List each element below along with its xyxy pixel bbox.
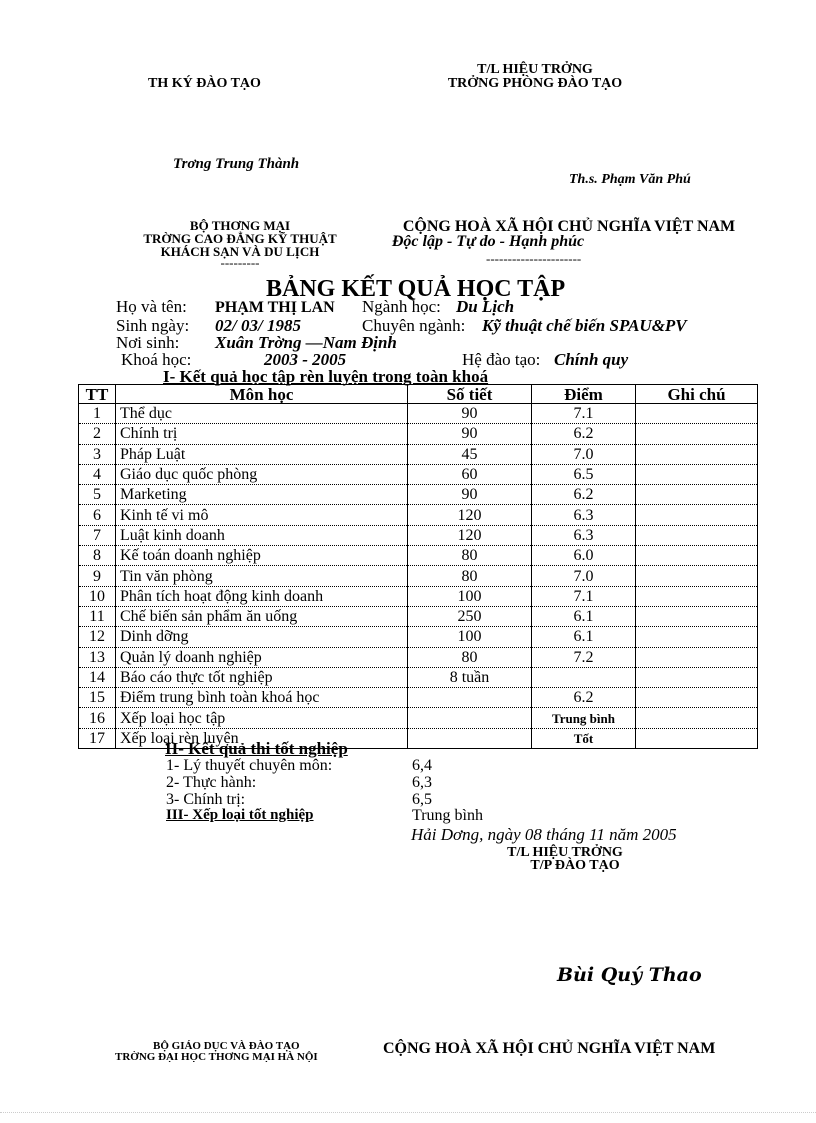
row-note bbox=[636, 464, 758, 484]
row-subject: Tin văn phòng bbox=[116, 566, 408, 586]
training-type-label: Hệ đào tạo: bbox=[462, 350, 541, 369]
header-tt: TT bbox=[79, 385, 116, 404]
row-subject: Xếp loại học tập bbox=[116, 708, 408, 728]
row-note bbox=[636, 444, 758, 464]
row-number: 3 bbox=[79, 444, 116, 464]
row-score bbox=[532, 667, 636, 687]
row-subject: Báo cáo thực tốt nghiệp bbox=[116, 667, 408, 687]
school-rule: --------- bbox=[220, 255, 260, 270]
right-sign-title-1: T/L HIỆU TRỞNG bbox=[477, 62, 593, 77]
spec-label: Chuyên ngành: bbox=[362, 316, 466, 335]
table-row bbox=[79, 424, 758, 444]
row-score: 6.3 bbox=[532, 505, 636, 525]
major-label: Ngành học: bbox=[362, 297, 441, 316]
footer-ministry: BỘ GIÁO DỤC VÀ ĐÀO TẠO bbox=[153, 1040, 300, 1052]
row-periods: 80 bbox=[408, 647, 532, 667]
footer-school: TRỜNG ĐẠI HỌC THƠNG MẠI HÀ NỘI bbox=[115, 1051, 318, 1062]
row-subject: Chính trị bbox=[116, 424, 408, 444]
row-periods: 250 bbox=[408, 606, 532, 626]
row-number: 7 bbox=[79, 525, 116, 545]
row-periods bbox=[408, 688, 532, 708]
row-periods: 120 bbox=[408, 505, 532, 525]
row-periods: 80 bbox=[408, 546, 532, 566]
exam-practice-score: 6,3 bbox=[412, 774, 432, 791]
school-name-1: TRỜNG CAO ĐẲNG KỸ THUẬT bbox=[143, 231, 337, 246]
row-number: 5 bbox=[79, 485, 116, 505]
row-periods: 90 bbox=[408, 424, 532, 444]
graduation-rank-value: Trung bình bbox=[412, 807, 483, 824]
major-value: Du Lịch bbox=[456, 297, 515, 316]
row-periods: 100 bbox=[408, 627, 532, 647]
row-number: 16 bbox=[79, 708, 116, 728]
national-motto: Độc lập - Tự do - Hạnh phúc bbox=[391, 233, 585, 250]
course-label: Khoá học: bbox=[121, 350, 192, 369]
table-row bbox=[79, 627, 758, 647]
row-score: 6.0 bbox=[532, 546, 636, 566]
table-row bbox=[79, 606, 758, 626]
place-date: Hải Dơng, ngày 08 tháng 11 năm 2005 bbox=[411, 825, 677, 844]
pob-label: Nơi sinh: bbox=[116, 333, 180, 352]
table-row bbox=[79, 525, 758, 545]
row-periods: 100 bbox=[408, 586, 532, 606]
exam-politics-score: 6,5 bbox=[412, 791, 432, 808]
table-row bbox=[79, 647, 758, 667]
header-subject: Môn học bbox=[116, 385, 408, 404]
row-periods: 80 bbox=[408, 566, 532, 586]
document-title: BẢNG KẾT QUẢ HỌC TẬP bbox=[266, 276, 566, 302]
graduation-rank-label: III- Xếp loại tốt nghiệp bbox=[166, 807, 314, 823]
table-row bbox=[79, 444, 758, 464]
row-number: 10 bbox=[79, 586, 116, 606]
row-score: 7.0 bbox=[532, 566, 636, 586]
row-number: 1 bbox=[79, 404, 116, 424]
row-score: 6.1 bbox=[532, 627, 636, 647]
row-score: Tốt bbox=[532, 728, 636, 748]
row-subject: Kinh tế vi mô bbox=[116, 505, 408, 525]
row-note bbox=[636, 627, 758, 647]
row-number: 12 bbox=[79, 627, 116, 647]
row-number: 15 bbox=[79, 688, 116, 708]
row-note bbox=[636, 566, 758, 586]
row-score: 7.0 bbox=[532, 444, 636, 464]
training-type-value: Chính quy bbox=[554, 350, 629, 369]
row-score: 7.1 bbox=[532, 586, 636, 606]
table-row bbox=[79, 667, 758, 687]
row-note bbox=[636, 485, 758, 505]
row-score: 6.1 bbox=[532, 606, 636, 626]
spec-value: Kỹ thuật chế biến SPAU&PV bbox=[482, 316, 687, 335]
row-score: 6.3 bbox=[532, 525, 636, 545]
table-row bbox=[79, 566, 758, 586]
course-value: 2003 - 2005 bbox=[264, 350, 347, 369]
row-note bbox=[636, 404, 758, 424]
student-name: PHẠM THỊ LAN bbox=[215, 299, 335, 316]
row-score: 6.2 bbox=[532, 424, 636, 444]
footer-republic: CỘNG HOÀ XÃ HỘI CHỦ NGHĨA VIỆT NAM bbox=[383, 1040, 716, 1057]
row-subject: Quản lý doanh nghiệp bbox=[116, 647, 408, 667]
row-periods: 90 bbox=[408, 404, 532, 424]
exam-theory-score: 6,4 bbox=[412, 757, 432, 774]
row-score: 6.5 bbox=[532, 464, 636, 484]
row-subject: Giáo dục quốc phòng bbox=[116, 464, 408, 484]
row-number: 13 bbox=[79, 647, 116, 667]
table-row bbox=[79, 546, 758, 566]
row-periods: 120 bbox=[408, 525, 532, 545]
row-score: 6.2 bbox=[532, 485, 636, 505]
row-note bbox=[636, 424, 758, 444]
row-number: 4 bbox=[79, 464, 116, 484]
row-periods: 8 tuần bbox=[408, 667, 532, 687]
signer-name: Bùi Quý Thao bbox=[557, 964, 702, 986]
exam-practice-label: 2- Thực hành: bbox=[166, 774, 257, 791]
exam-politics-label: 3- Chính trị: bbox=[166, 791, 246, 808]
row-note bbox=[636, 667, 758, 687]
row-periods bbox=[408, 708, 532, 728]
row-score: 7.1 bbox=[532, 404, 636, 424]
row-score: 6.2 bbox=[532, 688, 636, 708]
row-number: 9 bbox=[79, 566, 116, 586]
table-row bbox=[79, 688, 758, 708]
row-number: 11 bbox=[79, 606, 116, 626]
row-number: 6 bbox=[79, 505, 116, 525]
row-number: 2 bbox=[79, 424, 116, 444]
row-note bbox=[636, 647, 758, 667]
right-sign-title-2: TRỞNG PHÒNG ĐÀO TẠO bbox=[447, 76, 623, 91]
row-subject: Luật kinh doanh bbox=[116, 525, 408, 545]
row-note bbox=[636, 505, 758, 525]
row-subject: Kế toán doanh nghiệp bbox=[116, 546, 408, 566]
row-subject: Chế biến sản phẩm ăn uống bbox=[116, 606, 408, 626]
pob-value: Xuân Trờng —Nam Định bbox=[215, 333, 397, 352]
closing-sign-title-1: T/L HIỆU TRỞNG bbox=[507, 845, 623, 860]
row-periods: 60 bbox=[408, 464, 532, 484]
header-score: Điểm bbox=[532, 385, 636, 404]
left-sign-title: TH KÝ ĐÀO TẠO bbox=[148, 76, 261, 91]
school-name-2: KHÁCH SẠN VÀ DU LỊCH bbox=[160, 244, 320, 259]
table-row bbox=[79, 505, 758, 525]
ministry-name: BỘ THƠNG MẠI bbox=[189, 218, 291, 233]
page-edge-rule bbox=[0, 1112, 816, 1113]
table-row bbox=[79, 404, 758, 424]
table-row bbox=[79, 485, 758, 505]
table-row bbox=[79, 464, 758, 484]
row-score: Trung bình bbox=[532, 708, 636, 728]
row-note bbox=[636, 606, 758, 626]
motto-rule: ---------------------- bbox=[486, 251, 582, 266]
row-subject: Phân tích hoạt động kinh doanh bbox=[116, 586, 408, 606]
row-subject: Marketing bbox=[116, 485, 408, 505]
row-note bbox=[636, 728, 758, 748]
row-number: 17 bbox=[79, 728, 116, 748]
exam-theory-label: 1- Lý thuyết chuyên môn: bbox=[166, 757, 333, 774]
section2-title: II- Kết quả thi tốt nghiệp bbox=[165, 739, 348, 758]
republic-name: CỘNG HOÀ XÃ HỘI CHỦ NGHĨA VIỆT NAM bbox=[402, 218, 736, 235]
row-score: 7.2 bbox=[532, 647, 636, 667]
row-number: 8 bbox=[79, 546, 116, 566]
name-label: Họ và tên: bbox=[116, 297, 187, 316]
table-header-row bbox=[79, 385, 758, 404]
row-note bbox=[636, 688, 758, 708]
row-subject: Dinh dỡng bbox=[116, 627, 408, 647]
grades-table bbox=[78, 384, 758, 749]
row-note bbox=[636, 586, 758, 606]
table-row bbox=[79, 708, 758, 728]
right-signer-name: Th.s. Phạm Văn Phú bbox=[569, 172, 691, 187]
row-subject: Điểm trung bình toàn khoá học bbox=[116, 688, 408, 708]
row-periods bbox=[408, 728, 532, 748]
row-note bbox=[636, 546, 758, 566]
dob-label: Sinh ngày: bbox=[116, 316, 190, 335]
header-periods: Số tiết bbox=[408, 385, 532, 404]
row-number: 14 bbox=[79, 667, 116, 687]
closing-sign-title-2: T/P ĐÀO TẠO bbox=[530, 858, 620, 873]
row-subject: Pháp Luật bbox=[116, 444, 408, 464]
row-subject: Xếp loại rèn luyện bbox=[116, 728, 408, 748]
header-note: Ghi chú bbox=[636, 385, 758, 404]
row-note bbox=[636, 708, 758, 728]
row-periods: 45 bbox=[408, 444, 532, 464]
row-subject: Thể dục bbox=[116, 404, 408, 424]
table-row bbox=[79, 586, 758, 606]
left-signer-name: Trơng Trung Thành bbox=[173, 156, 300, 172]
row-note bbox=[636, 525, 758, 545]
dob-value: 02/ 03/ 1985 bbox=[215, 316, 301, 335]
row-periods: 90 bbox=[408, 485, 532, 505]
section1-title: I- Kết quả học tập rèn luyện trong toàn khoá bbox=[163, 367, 489, 386]
